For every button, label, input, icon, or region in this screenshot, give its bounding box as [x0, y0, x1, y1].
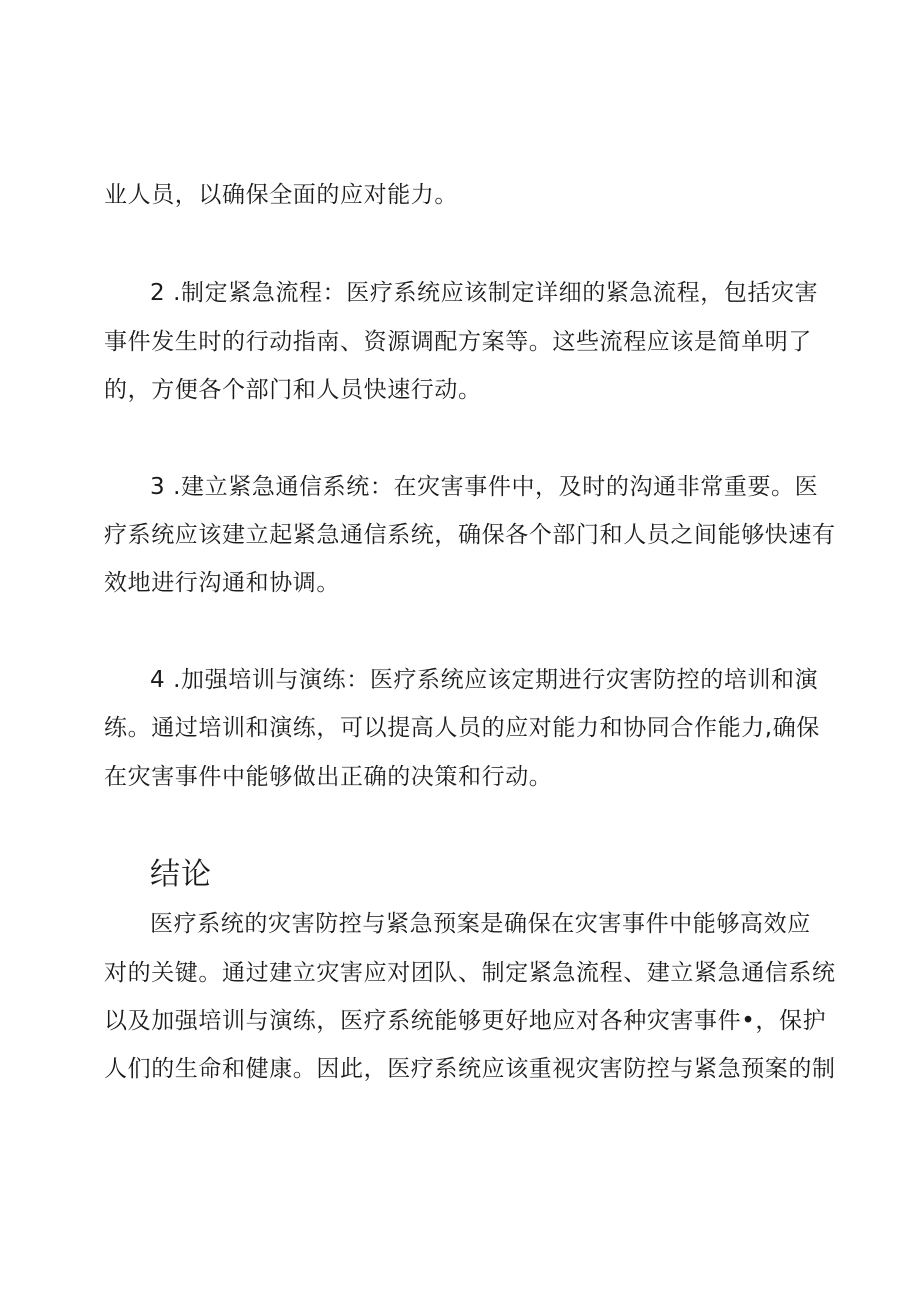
item-1-continuation-line-1: 业人员，以确保全面的应对能力。: [104, 182, 458, 208]
item-2-line-3: 的，方便各个部门和人员快速行动。: [104, 377, 482, 403]
conclusion-line-3: 以及加强培训与演练，医疗系统能够更好地应对各种灾害事件•，保护: [104, 1008, 827, 1034]
item-4-line-3: 在灾害事件中能够做出正确的决策和行动。: [104, 764, 553, 790]
conclusion-heading: 结论: [150, 857, 212, 892]
item-3-line-1: 3 .建立紧急通信系统：在灾害事件中，及时的沟通非常重要。医: [150, 474, 819, 500]
item-4-line-2: 练。通过培训和演练，可以提高人员的应对能力和协同合作能力,确保: [104, 715, 820, 741]
item-4-line-1: 4 .加强培训与演练：医疗系统应该定期进行灾害防控的培训和演: [150, 667, 819, 693]
conclusion-line-4: 人们的生命和健康。因此，医疗系统应该重视灾害防控与紧急预案的制: [104, 1056, 836, 1082]
item-2-line-2: 事件发生时的行动指南、资源调配方案等。这些流程应该是简单明了: [104, 329, 812, 355]
item-3-line-2: 疗系统应该建立起紧急通信系统，确保各个部门和人员之间能够快速有: [104, 522, 836, 548]
conclusion-line-1: 医疗系统的灾害防控与紧急预案是确保在灾害事件中能够高效应: [150, 911, 811, 937]
item-2-line-1: 2 .制定紧急流程：医疗系统应该制定详细的紧急流程，包括灾害: [150, 280, 819, 306]
conclusion-line-2: 对的关键。通过建立灾害应对团队、制定紧急流程、建立紧急通信系统: [104, 960, 836, 986]
item-3-line-3: 效地进行沟通和协调。: [104, 570, 340, 596]
